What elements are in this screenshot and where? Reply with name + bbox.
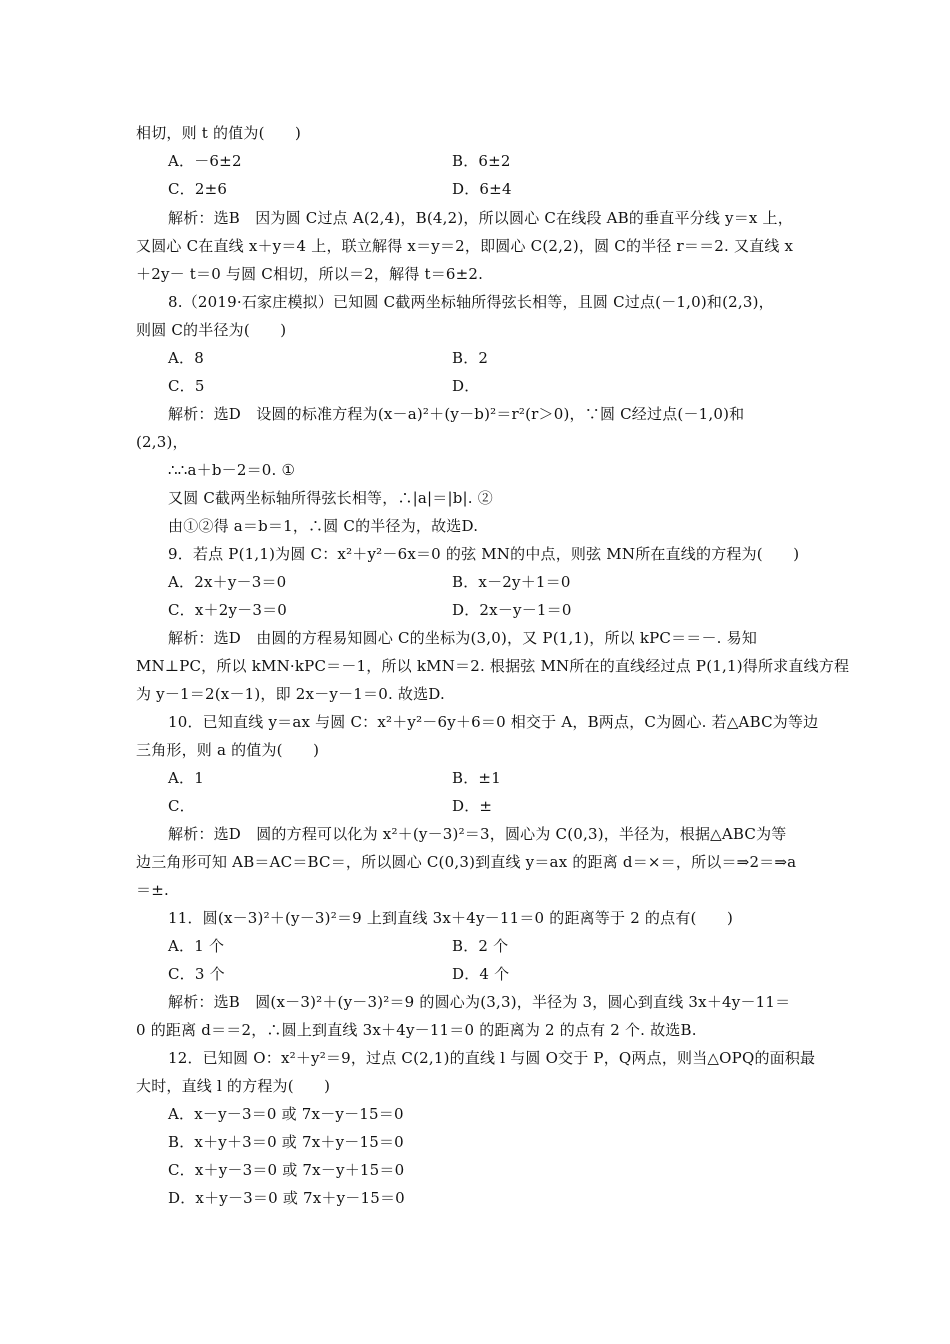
solution-line: 边三角形可知 AB＝AC＝BC＝，所以圆心 C(0,3)到直线 y＝ax 的距离 d＝×＝，所以＝⇒2＝⇒a: [136, 853, 797, 871]
solution-line: 又圆 C截两坐标轴所得弦长相等，∴|a|＝|b|. ②: [168, 489, 493, 507]
text-line: 相切，则 t 的值为( ): [136, 124, 302, 142]
solution-line: 为 y－1＝2(x－1)，即 2x－y－1＝0. 故选D.: [136, 685, 445, 703]
solution-line: 解析：选B 因为圆 C过点 A(2,4)，B(4,2)，所以圆心 C在线段 AB的垂直平分线 y＝x 上，: [168, 209, 793, 227]
solution-line: ∴∴a＋b－2＝0. ①: [168, 461, 296, 479]
option-a: A．1 个: [168, 937, 225, 955]
option-d: D．: [452, 377, 480, 395]
option-d: D．x＋y－3＝0 或 7x＋y－15＝0: [168, 1189, 405, 1207]
solution-line: 解析：选B 圆(x－3)²＋(y－3)²＝9 的圆心为(3,3)，半径为 3，圆心到直线 3x＋4y－11＝: [168, 993, 791, 1011]
solution-line: ＝±.: [136, 881, 169, 899]
question-line: 大时，直线 l 的方程为( ): [136, 1077, 331, 1095]
option-b: B．x－2y＋1＝0: [452, 573, 571, 591]
solution-line: 0 的距离 d＝＝2，∴圆上到直线 3x＋4y－11＝0 的距离为 2 的点有 2 个. 故选B.: [136, 1021, 697, 1039]
question-9: 9．若点 P(1,1)为圆 C：x²＋y²－6x＝0 的弦 MN的中点，则弦 MN所在直线的方程为( ): [168, 545, 800, 563]
option-b: B．±1: [452, 769, 501, 787]
option-a: A．x－y－3＝0 或 7x－y－15＝0: [168, 1105, 404, 1123]
option-a: A．1: [168, 769, 204, 787]
solution-line: 又圆心 C在直线 x＋y＝4 上，联立解得 x＝y＝2，即圆心 C(2,2)，圆 C的半径 r＝＝2. 又直线 x: [136, 237, 794, 255]
option-b: B．2 个: [452, 937, 509, 955]
option-d: D．6±4: [452, 180, 512, 198]
question-line: 则圆 C的半径为( ): [136, 321, 287, 339]
option-a: A．－6±2: [168, 152, 242, 170]
solution-line: 由①②得 a＝b＝1，∴圆 C的半径为，故选D.: [168, 517, 479, 535]
option-b: B．x＋y＋3＝0 或 7x＋y－15＝0: [168, 1133, 404, 1151]
option-c: C．x＋y－3＝0 或 7x－y＋15＝0: [168, 1161, 405, 1179]
solution-line: MN⊥PC，所以 kMN·kPC＝－1，所以 kMN＝2. 根据弦 MN所在的直线经过点 P(1,1)得所求直线方程: [136, 657, 850, 675]
solution-line: 解析：选D 圆的方程可以化为 x²＋(y－3)²＝3，圆心为 C(0,3)，半径为，根据△ABC为等: [168, 825, 787, 843]
option-c: C．x＋2y－3＝0: [168, 601, 288, 619]
solution-line: 解析：选D 设圆的标准方程为(x－a)²＋(y－b)²＝r²(r＞0)，∵圆 C经过点(－1,0)和: [168, 405, 745, 423]
solution-line: (2,3)，: [136, 433, 188, 451]
option-c: C．: [168, 797, 195, 815]
option-a: A．2x＋y－3＝0: [168, 573, 287, 591]
option-c: C．2±6: [168, 180, 228, 198]
solution-line: ＋2y－ t＝0 与圆 C相切，所以＝2，解得 t＝6±2.: [136, 265, 484, 283]
option-a: A．8: [168, 349, 204, 367]
option-d: D．2x－y－1＝0: [452, 601, 572, 619]
question-11: 11．圆(x－3)²＋(y－3)²＝9 上到直线 3x＋4y－11＝0 的距离等于 2 的点有( ): [168, 909, 734, 927]
option-b: B．6±2: [452, 152, 511, 170]
question-10: 10．已知直线 y＝ax 与圆 C：x²＋y²－6y＋6＝0 相交于 A，B两点，C为圆心. 若△ABC为等边: [168, 713, 819, 731]
option-d: D．±: [452, 797, 493, 815]
question-8: 8.（2019·石家庄模拟）已知圆 C截两坐标轴所得弦长相等，且圆 C过点(－1,0)和(2,3)，: [168, 293, 774, 311]
option-c: C．5: [168, 377, 205, 395]
option-d: D．4 个: [452, 965, 510, 983]
question-12: 12．已知圆 O：x²＋y²＝9，过点 C(2,1)的直线 l 与圆 O交于 P，Q两点，则当△OPQ的面积最: [168, 1049, 816, 1067]
solution-line: 解析：选D 由圆的方程易知圆心 C的坐标为(3,0)，又 P(1,1)，所以 kPC＝＝－. 易知: [168, 629, 758, 647]
option-b: B．2: [452, 349, 489, 367]
question-line: 三角形，则 a 的值为( ): [136, 741, 320, 759]
option-c: C．3 个: [168, 965, 225, 983]
